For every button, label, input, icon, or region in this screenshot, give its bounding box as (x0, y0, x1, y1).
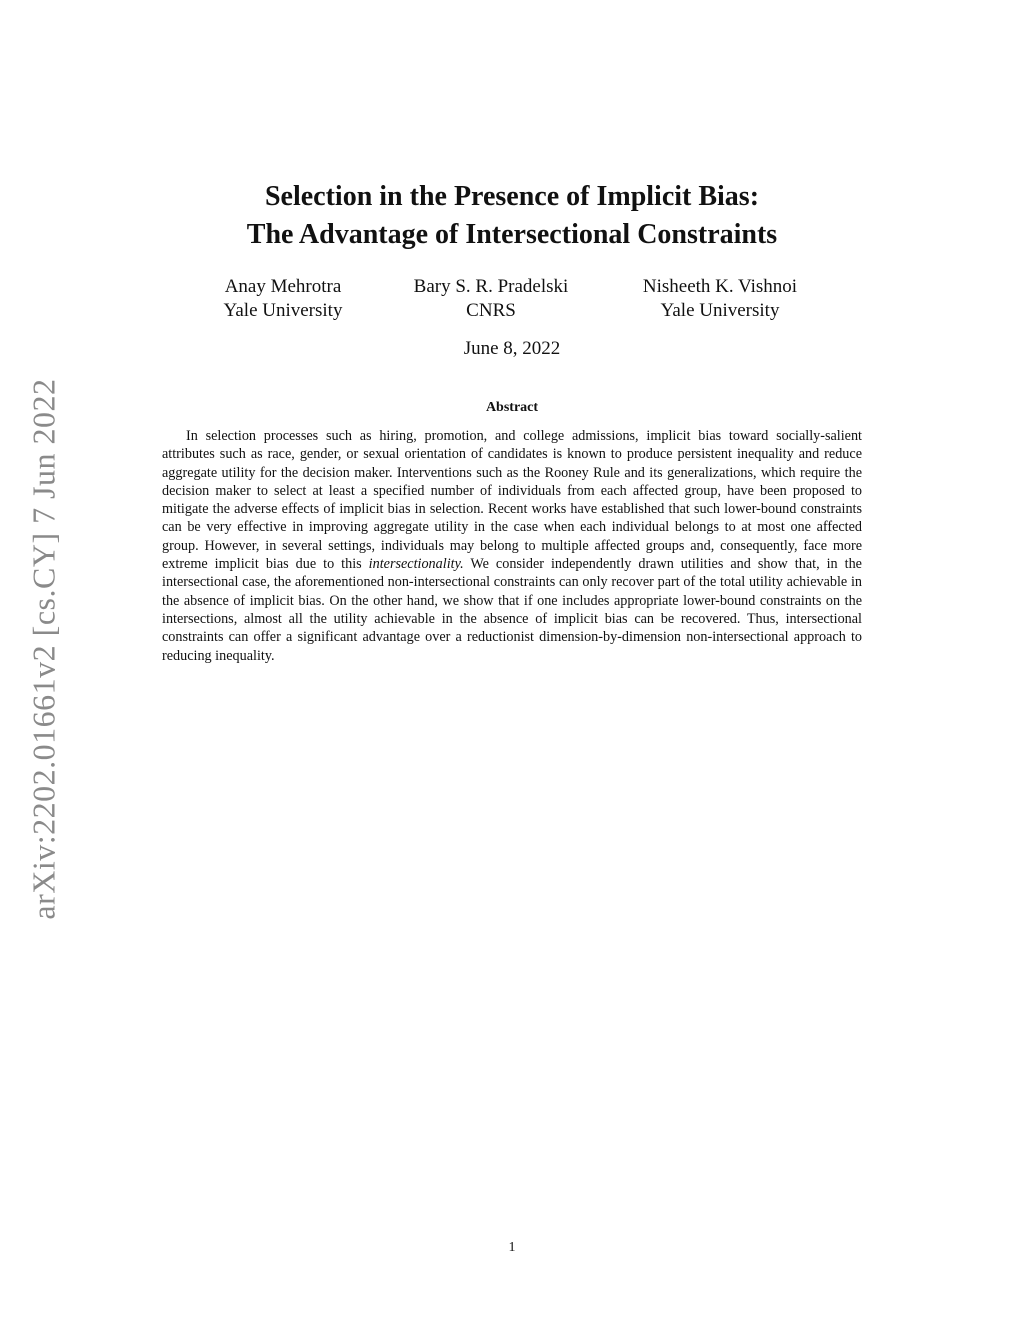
arxiv-identifier-stamp: arXiv:2202.01661v2 [cs.CY] 7 Jun 2022 (25, 378, 62, 920)
author-affiliation: CNRS (466, 300, 516, 321)
paper-title (0, 178, 1024, 254)
author-affiliation: Yale University (660, 300, 780, 321)
publication-date: June 8, 2022 (463, 338, 561, 359)
author-name: Bary S. R. Pradelski (413, 276, 569, 297)
author-name: Anay Mehrotra (224, 276, 342, 297)
abstract-text-part-2: We consider independently drawn utilities and show that, in the intersectional case, the aforementioned non-intersectional constraints can only recover part of the total utility achievable in the absence of implicit bias. On the other hand, we show that if one includes appropriate lower-bound constraints on the intersections, almost all the utility achievable in the absence of implicit bias can be recovered. Thus, intersectional constraints can offer a significant advantage over a reductionist dimension-by-dimension non-intersectional approach to reducing inequality. (162, 556, 862, 664)
page-number: 1 (508, 1240, 516, 1255)
author-affiliation: Yale University (223, 300, 343, 321)
title-line-1: Selection in the Presence of Implicit Bias: (264, 181, 760, 212)
abstract-text-part-1: In selection processes such as hiring, promotion, and college admissions, implicit bias toward socially-salient attributes such as race, gender, or sexual orientation of candidates is known to produce persistent inequality and reduce aggregate utility for the decision maker. Interventions such as the Rooney Rule and its generalizations, which require the decision maker to select at least a specified number of individuals from each affected group, have been proposed to mitigate the adverse effects of implicit bias in selection. Recent works have established that such lower-bound constraints can be very effective in improving aggregate utility in the case when each individual belongs to at most one affected group. However, in several settings, individuals may belong to multiple affected groups and, consequently, face more extreme implicit bias due to this (162, 428, 862, 573)
author-1 (163, 275, 403, 323)
abstract-text (162, 427, 862, 665)
title-line-2: The Advantage of Intersectional Constraints (246, 219, 778, 250)
author-2 (371, 275, 611, 323)
author-3 (600, 275, 840, 323)
abstract-emphasis: intersectionality. (368, 556, 464, 573)
author-name: Nisheeth K. Vishnoi (642, 276, 798, 297)
abstract-heading: Abstract (485, 400, 539, 415)
